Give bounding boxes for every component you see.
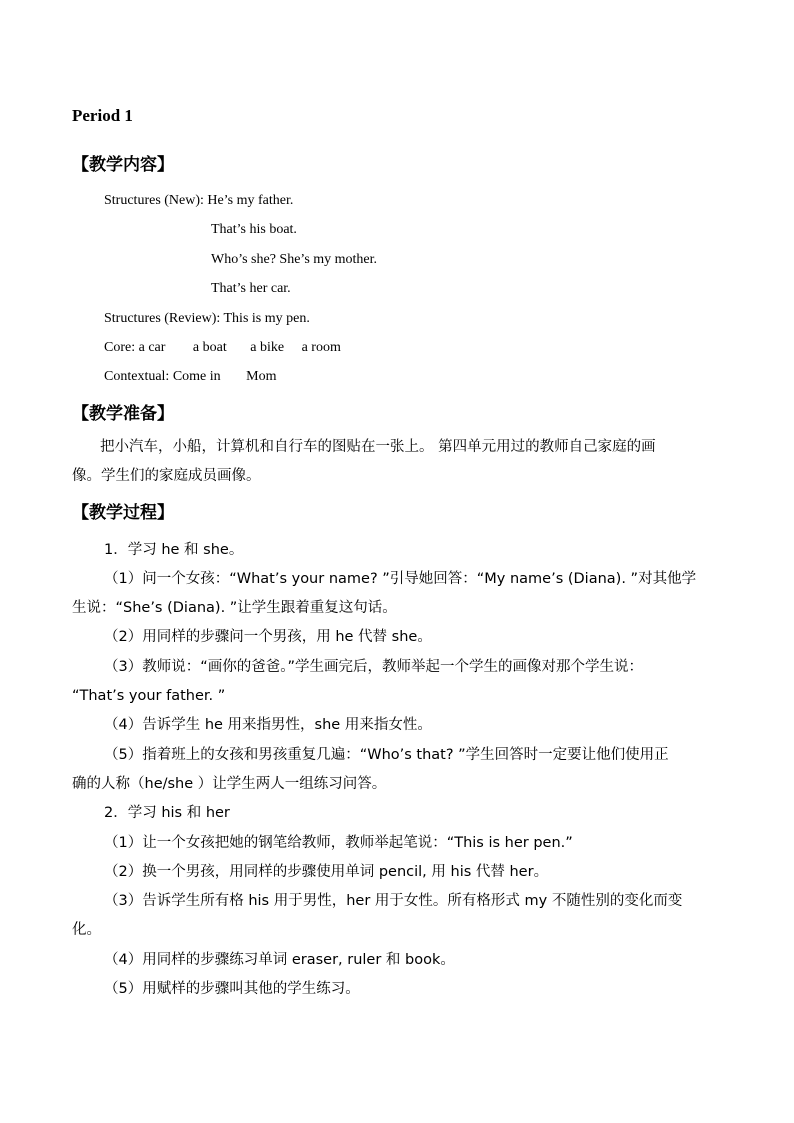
step-1-5-line-1: （5）指着班上的女孩和男孩重复几遍：“Who’s that? ”学生回答时一定要让他们使用正	[104, 747, 669, 763]
contextual-item: Mom	[246, 369, 277, 384]
structures-new-sentence-1: He’s my father.	[207, 193, 294, 208]
step-1-1-line-1: （1）问一个女孩：“What’s your name? ”引导她回答：“My name’s (Diana). ”对其他学	[104, 571, 697, 587]
core-item: a boat	[192, 340, 227, 355]
structures-review-text: This is my pen.	[223, 311, 310, 326]
step-2-3-line-2: 化。	[72, 922, 101, 938]
contextual-label: Contextual:	[104, 369, 170, 384]
section-heading-process: 【教学过程】	[72, 503, 174, 523]
prep-paragraph-line-1: 把小汽车，小船，计算机和自行车的图贴在一张上。 第四单元用过的教师自己家庭的画	[100, 439, 656, 455]
structures-review-label: Structures (Review):	[104, 311, 221, 326]
contextual-line	[104, 369, 277, 385]
structures-new-sentence-4: That’s her car.	[211, 281, 291, 296]
core-vocabulary-line	[104, 340, 341, 356]
step-1-3-line-2: “That’s your father. ”	[72, 688, 226, 704]
step-2-3-line-1: （3）告诉学生所有格 his 用于男性，her 用于女性。所有格形式 my 不随性别的变化而变	[104, 893, 683, 909]
step-1-4: （4）告诉学生 he 用来指男性，she 用来指女性。	[104, 717, 432, 733]
contextual-item: Come in	[172, 369, 221, 384]
step-1-2: （2）用同样的步骤问一个男孩，用 he 代替 she。	[104, 629, 432, 645]
step-1-1-line-2: 生说：“She’s (Diana). ”让学生跟着重复这句话。	[72, 600, 397, 616]
structures-new-label: Structures (New):	[104, 193, 204, 208]
step-1-3-line-1: （3）教师说：“画你的爸爸。”学生画完后，教师举起一个学生的画像对那个学生说：	[104, 659, 643, 675]
prep-paragraph-line-2: 像。学生们的家庭成员画像。	[72, 468, 261, 484]
core-label: Core:	[104, 340, 136, 355]
core-item: a car	[138, 340, 166, 355]
step-1-5-line-2: 确的人称（he/she ）让学生两人一组练习问答。	[72, 776, 387, 792]
step-2-2: （2）换一个男孩，用同样的步骤使用单词 pencil, 用 his 代替 her。	[104, 864, 549, 880]
step-2-1: （1）让一个女孩把她的钢笔给教师，教师举起笔说：“This is her pen.”	[104, 835, 573, 851]
step-2-heading: 2．学习 his 和 her	[104, 805, 230, 821]
section-heading-content: 【教学内容】	[72, 155, 174, 175]
step-1-heading: 1．学习 he 和 she。	[104, 542, 244, 558]
core-item: a room	[301, 340, 341, 355]
structures-new-sentence-3: Who’s she? She’s my mother.	[211, 252, 378, 267]
step-2-4: （4）用同样的步骤练习单词 eraser, ruler 和 book。	[104, 952, 455, 968]
structures-review-line	[104, 311, 310, 327]
page-title: Period 1	[72, 106, 133, 125]
section-heading-prep: 【教学准备】	[72, 404, 174, 424]
structures-new-sentence-2: That’s his boat.	[211, 222, 297, 237]
step-2-5: （5）用赋样的步骤叫其他的学生练习。	[104, 981, 360, 997]
core-item: a bike	[250, 340, 285, 355]
structures-new-line	[104, 193, 293, 209]
